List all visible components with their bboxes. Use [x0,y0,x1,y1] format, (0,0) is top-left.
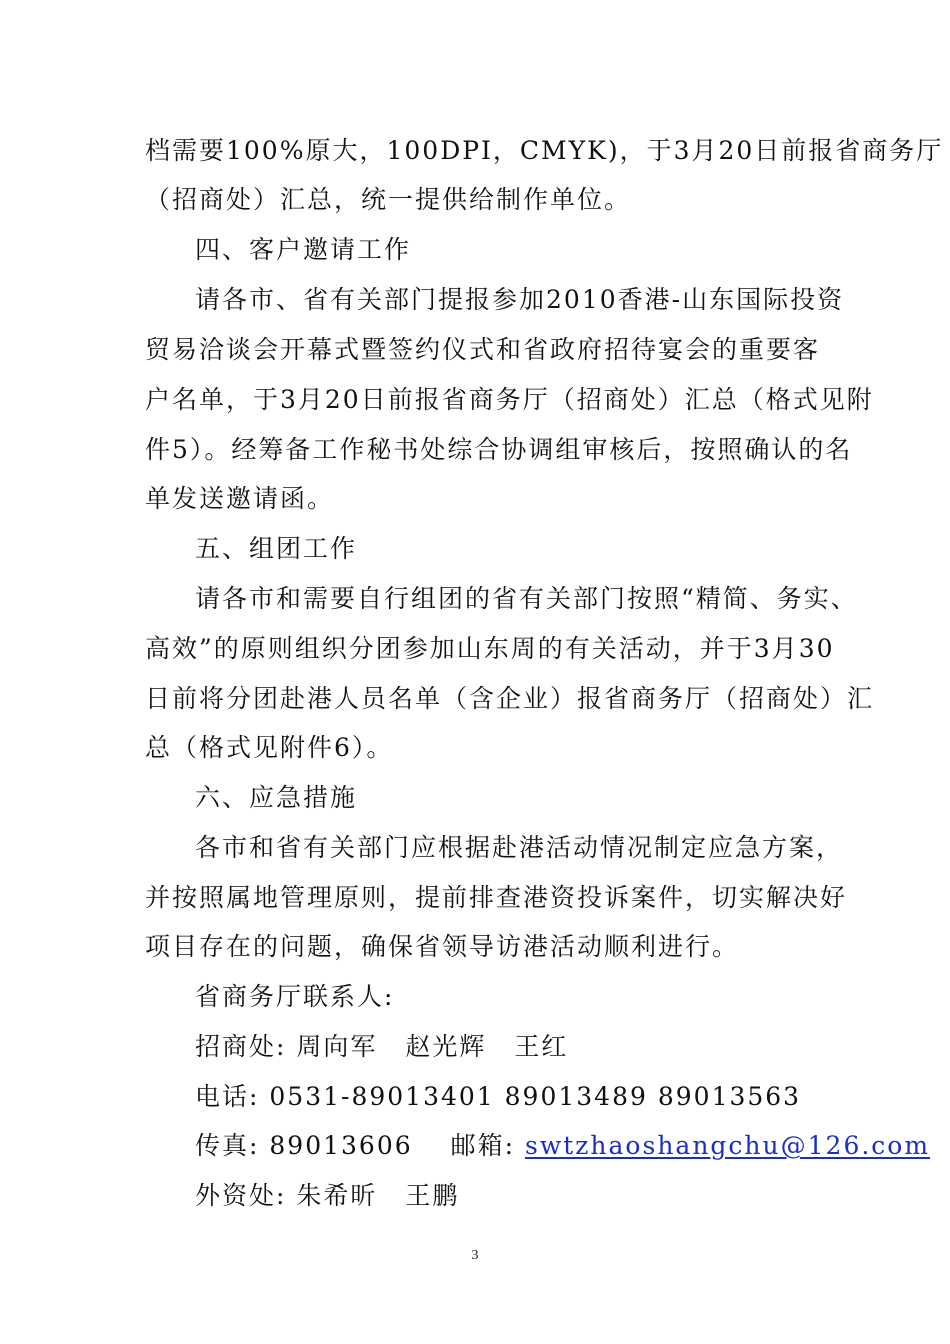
section-heading: 五、组团工作 [195,534,358,563]
phone-label: 电话: [195,1082,260,1111]
paragraph-line: （招商处）汇总，统一提供给制作单位。 [145,185,632,214]
contacts-title: 省商务厅联系人: [195,982,395,1011]
fax-email-line [195,1131,930,1161]
paragraph-line: 请各市和需要自行组团的省有关部门按照“精简、务实、 [195,584,858,613]
email-label: 邮箱: [450,1131,516,1160]
contact-person: 王鹏 [405,1181,460,1210]
phone-numbers: 0531-89013401 89013489 89013563 [269,1082,802,1111]
paragraph-line: 总（格式见附件6）。 [145,733,394,762]
foreign-office-contacts [195,1181,459,1211]
paragraph-line: 档需要100%原大，100DPI，CMYK)，于3月20日前报省商务厅 [145,136,944,165]
paragraph-line: 日前将分团赴港人员名单（含企业）报省商务厅（招商处）汇 [145,684,875,713]
investment-office-label: 招商处: [195,1032,287,1061]
paragraph-line: 项目存在的问题，确保省领导访港活动顺利进行。 [145,932,740,961]
contact-person: 朱希昕 [296,1181,378,1210]
paragraph-line: 请各市、省有关部门提报参加2010香港-山东国际投资 [195,285,845,314]
paragraph-line: 户名单，于3月20日前报省商务厅（招商处）汇总（格式见附 [145,385,874,414]
page-number: 3 [471,1248,479,1263]
contact-person: 赵光辉 [405,1032,487,1061]
contact-person: 王红 [514,1032,569,1061]
section-heading: 四、客户邀请工作 [195,235,412,264]
paragraph-line: 贸易洽谈会开幕式暨签约仪式和省政府招待宴会的重要客 [145,335,821,364]
section-heading: 六、应急措施 [195,783,358,812]
paragraph-line: 各市和省有关部门应根据赴港活动情况制定应急方案， [195,833,844,862]
email-link[interactable]: swtzhaoshangchu@126.com [524,1131,931,1160]
paragraph-line: 并按照属地管理原则，提前排查港资投诉案件，切实解决好 [145,883,848,912]
phone-line [195,1082,801,1112]
fax-number: 89013606 [269,1131,413,1160]
investment-office-contacts [195,1032,568,1062]
paragraph-line: 高效”的原则组织分团参加山东周的有关活动，并于3月30 [145,634,835,663]
fax-label: 传真: [195,1131,260,1160]
contact-person: 周向军 [296,1032,378,1061]
paragraph-line: 件5）。经筹备工作秘书处综合协调组审核后，按照确认的名 [145,435,853,464]
paragraph-line: 单发送邀请函。 [145,484,335,513]
foreign-office-label: 外资处: [195,1181,287,1210]
